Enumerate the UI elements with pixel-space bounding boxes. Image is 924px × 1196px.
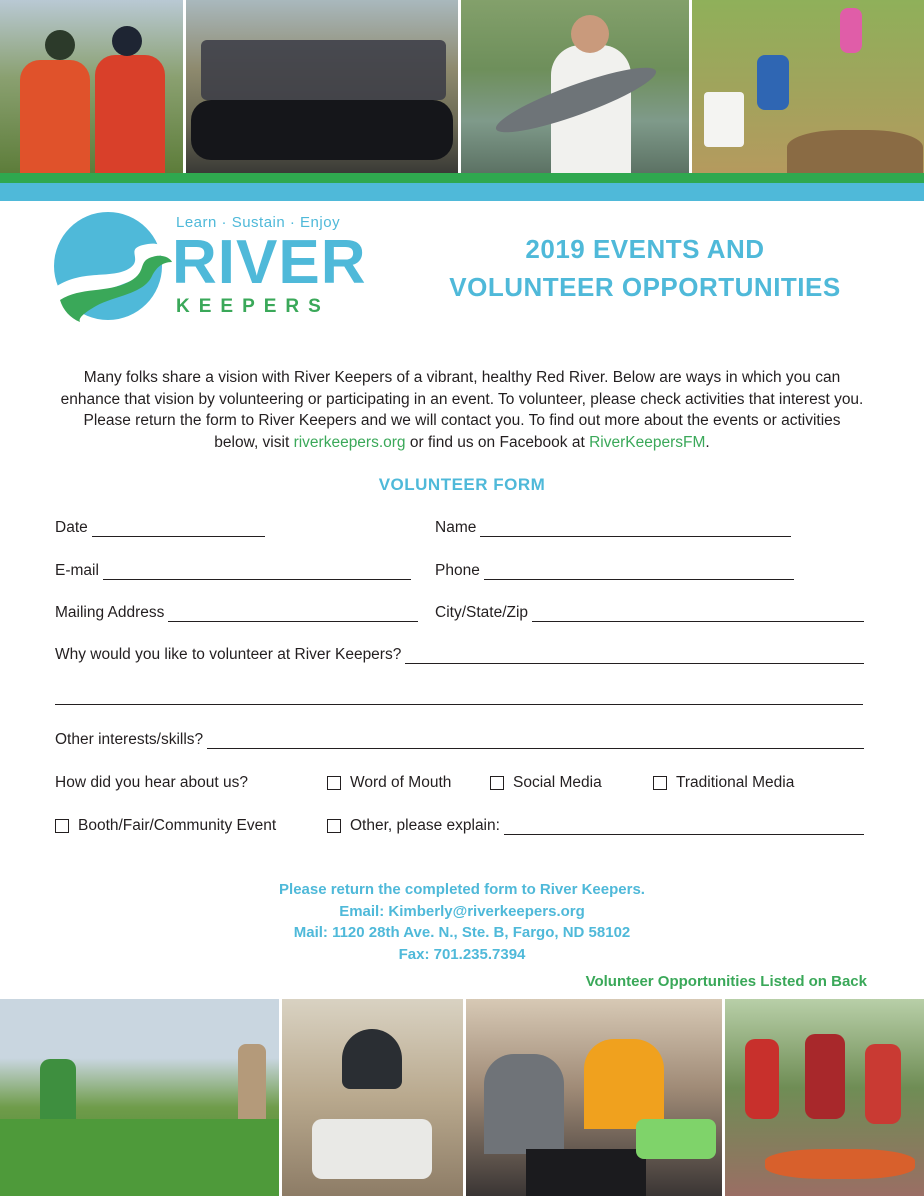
return-email: Email: Kimberly@riverkeepers.org: [339, 902, 585, 920]
why-volunteer-label: Why would you like to volunteer at River Keepers?: [55, 646, 402, 663]
phone-field[interactable]: [435, 562, 794, 580]
word-of-mouth-checkbox[interactable]: [327, 776, 341, 790]
word-of-mouth-label: Word of Mouth: [350, 774, 452, 791]
email-input-line[interactable]: [103, 563, 411, 580]
name-input-line[interactable]: [480, 520, 791, 537]
form-title: VOLUNTEER FORM: [378, 475, 546, 494]
phone-input-line[interactable]: [484, 563, 794, 580]
facebook-link[interactable]: RiverKeepersFM: [589, 433, 706, 451]
bottom-photo-strip: [0, 999, 924, 1196]
booth-fair-label: Booth/Fair/Community Event: [78, 817, 277, 834]
intro-text: Many folks share a vision with River Keepers of a vibrant, healthy Red River. Below are ways in which you can enhance that vision by volunteering or participating in an event. To volunteer, please check activities that interest you. Please return the form to River Keepers and we will contact you. To find out more about the events or activities below, visit: [60, 369, 864, 451]
hear-about-us-label: How did you hear about us?: [55, 774, 249, 791]
option-booth-fair[interactable]: [55, 817, 276, 835]
photo-volunteer-group-trash-bags: [186, 0, 458, 173]
photo-kayakers-in-life-jackets: [725, 999, 924, 1196]
return-fax: Fax: 701.235.7394: [398, 945, 526, 963]
photo-kids-in-safety-vests: [0, 0, 183, 173]
photo-kids-crafting-shirts: [466, 999, 722, 1196]
page-title-line-1: 2019 EVENTS AND: [525, 234, 765, 264]
blue-stripe: [0, 183, 924, 201]
photo-man-holding-catfish: [461, 0, 689, 173]
mailing-address-field[interactable]: [55, 604, 418, 622]
back-note: Volunteer Opportunities Listed on Back: [585, 973, 867, 990]
option-word-of-mouth[interactable]: [327, 774, 451, 792]
website-link[interactable]: riverkeepers.org: [293, 433, 406, 451]
why-volunteer-extra-line[interactable]: [55, 688, 863, 705]
top-photo-strip: [0, 0, 924, 173]
option-traditional-media[interactable]: [653, 774, 794, 792]
phone-label: Phone: [435, 562, 480, 579]
return-mail-address: Mail: 1120 28th Ave. N., Ste. B, Fargo, ND 58102: [293, 924, 631, 941]
page-title-line-2: VOLUNTEER OPPORTUNITIES: [449, 272, 841, 302]
logo-tagline: Learn · Sustain · Enjoy: [176, 214, 341, 231]
page-title: [420, 230, 870, 306]
why-volunteer-field[interactable]: [55, 646, 864, 664]
mailing-address-label: Mailing Address: [55, 604, 165, 621]
other-interests-input-line[interactable]: [207, 732, 864, 749]
booth-fair-checkbox[interactable]: [55, 819, 69, 833]
photo-child-with-rake: [692, 0, 924, 173]
intro-text-middle: or find us on Facebook at: [405, 433, 590, 451]
other-explain-input-line[interactable]: [504, 818, 864, 835]
other-interests-field[interactable]: [55, 731, 864, 749]
date-input-line[interactable]: [92, 520, 265, 537]
return-instructions: [0, 879, 924, 965]
city-state-zip-field[interactable]: [435, 604, 864, 622]
name-field[interactable]: [435, 519, 791, 537]
river-logo-icon: [52, 210, 172, 322]
date-label: Date: [55, 519, 88, 536]
date-field[interactable]: [55, 519, 265, 537]
green-stripe: [0, 173, 924, 183]
intro-paragraph: [60, 367, 864, 453]
option-social-media[interactable]: [490, 774, 602, 792]
traditional-media-checkbox[interactable]: [653, 776, 667, 790]
other-checkbox[interactable]: [327, 819, 341, 833]
social-media-label: Social Media: [513, 774, 602, 791]
other-label: Other, please explain:: [350, 817, 500, 834]
option-other[interactable]: [327, 817, 864, 835]
why-volunteer-input-line[interactable]: [405, 647, 864, 664]
city-state-zip-label: City/State/Zip: [435, 604, 529, 621]
return-line-1: Please return the completed form to River Keepers.: [279, 881, 645, 898]
city-state-zip-input-line[interactable]: [532, 605, 864, 622]
name-label: Name: [435, 519, 477, 536]
mailing-address-input-line[interactable]: [168, 605, 418, 622]
intro-text-end: .: [705, 433, 710, 451]
traditional-media-label: Traditional Media: [676, 774, 795, 791]
photo-kids-at-watershed-model: [282, 999, 463, 1196]
email-field[interactable]: [55, 562, 411, 580]
other-interests-label: Other interests/skills?: [55, 731, 204, 748]
email-label: E-mail: [55, 562, 99, 579]
logo-wordmark: RIVER: [172, 228, 367, 297]
photo-golf-paddle-game: [0, 999, 279, 1196]
logo-subtitle: KEEPERS: [176, 296, 330, 317]
social-media-checkbox[interactable]: [490, 776, 504, 790]
hear-about-us-question: [55, 774, 248, 792]
